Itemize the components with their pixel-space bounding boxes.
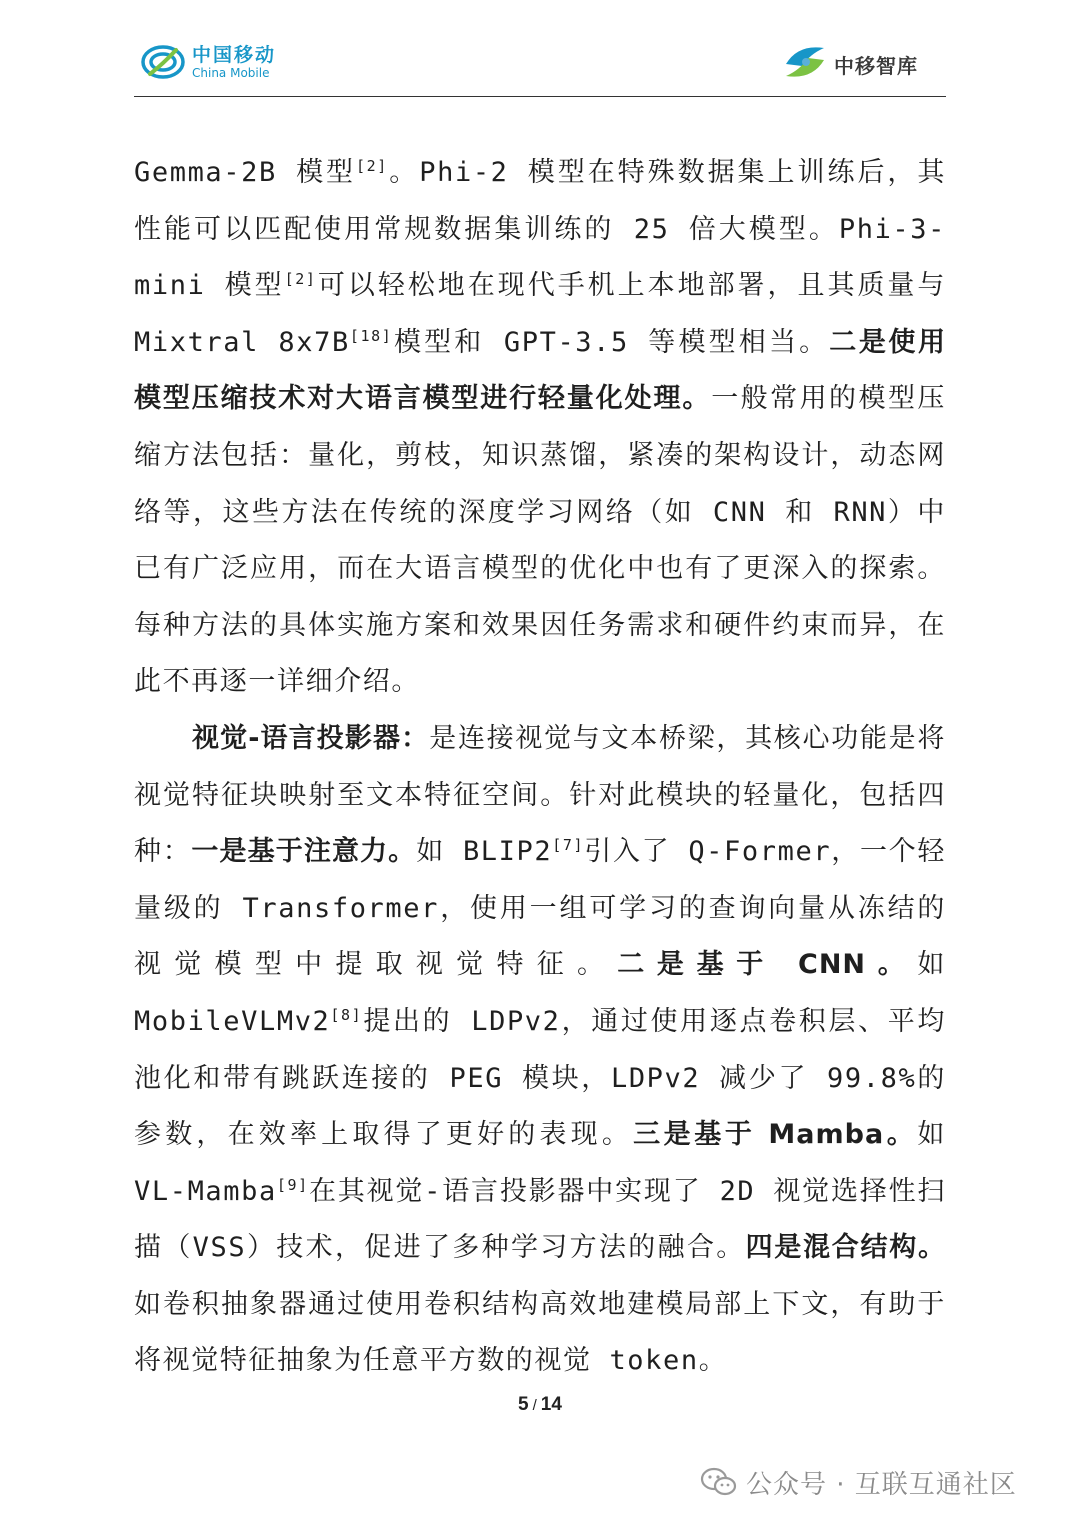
bold-text: 二是使用模型压缩技术对大语言模型进行轻量化处理。: [134, 326, 947, 415]
zhongyi-zhiku-logo-text: 中移智库: [834, 54, 918, 78]
text-run: 如 BLIP2: [416, 836, 553, 868]
text-run: 如卷积抽象器通过使用卷积结构高效地建模局部上下文，有助于将视觉特征抽象为任意平方数的视觉 token。: [134, 1288, 946, 1377]
china-mobile-logo-icon: [140, 42, 186, 82]
bold-text: 视觉-语言投影器：: [192, 722, 430, 754]
paragraph: [134, 145, 946, 711]
wechat-icon: [700, 1466, 738, 1498]
page-total: 14: [540, 1394, 562, 1415]
china-mobile-logo-text: [192, 44, 276, 80]
china-mobile-en: China Mobile: [192, 66, 270, 80]
citation-ref: [7]: [552, 836, 585, 855]
citation-ref: [8]: [330, 1005, 363, 1024]
text-run: 模型和 GPT-3.5 等模型相当。: [392, 326, 830, 358]
page-header: [0, 0, 1080, 100]
wechat-account-label: 公众号 · 互联互通社区: [746, 1469, 1017, 1500]
text-run: Gemma-2B 模型: [134, 157, 357, 188]
citation-ref: [9]: [276, 1175, 309, 1194]
citation-ref: [2]: [356, 157, 388, 175]
text-run: 可以轻松地在现代手机上本地部署，且其质量与 Mixtral 8x7B: [134, 270, 946, 358]
china-mobile-cn: 中国移动: [192, 44, 277, 66]
citation-ref: [18]: [349, 326, 393, 345]
zhongyi-zhiku-logo-icon: [780, 40, 830, 84]
citation-ref: [2]: [284, 270, 317, 289]
bold-text: 二是基于 CNN。: [617, 949, 918, 981]
page-current: 5: [518, 1394, 529, 1415]
header-rule: [134, 96, 946, 97]
page-number: [0, 1394, 1080, 1416]
text-run: 。Phi-2 模型在特殊数据集上训练后，其性能可以匹配使用常规数据集训练的 25 倍大模型。Phi-3-mini 模型: [134, 157, 946, 302]
wechat-watermark: [700, 1462, 1017, 1502]
page-separator: /: [532, 1397, 537, 1414]
bold-text: 三是基于 Mamba。: [633, 1119, 918, 1151]
bold-text: 四是混合结构。: [745, 1232, 947, 1264]
text-run: 引入了 Q-Former，一个轻量级的 Transformer，使用一组可学习的查询向量从冻结的视觉模型中提取视觉特征。: [134, 836, 947, 981]
text-run: 是连接视觉与文本桥梁，其核心功能是将视觉特征块映射至文本特征空间。针对此模块的轻量化，包括四种：: [134, 722, 946, 868]
text-run: 一般常用的模型压缩方法包括：量化，剪枝，知识蒸馏，紧凑的架构设计，动态网络等，这些方法在传统的深度学习网络（如 CNN 和 RNN）中已有广泛应用，而在大语言模型的优化中也有了更深入的探索。每种方法的具体实施方案和效果因任务需求和硬件约束而异，在此不再逐一详细介绍。: [134, 383, 946, 698]
paragraph: [134, 711, 946, 1390]
document-body: [134, 145, 946, 1390]
bold-text: 一是基于注意力。: [191, 836, 417, 868]
text-run: 如 VL-Mamba: [134, 1119, 946, 1207]
text-run: 如 MobileVLMv2: [134, 949, 946, 1037]
text-run: 在其视觉-语言投影器中实现了 2D 视觉选择性扫描（VSS）技术，促进了多种学习方法的融合。: [134, 1175, 946, 1264]
text-run: 提出的 LDPv2，通过使用逐点卷积层、平均池化和带有跳跃连接的 PEG 模块，LDPv2 减少了 99.8%的参数，在效率上取得了更好的表现。: [134, 1005, 946, 1151]
